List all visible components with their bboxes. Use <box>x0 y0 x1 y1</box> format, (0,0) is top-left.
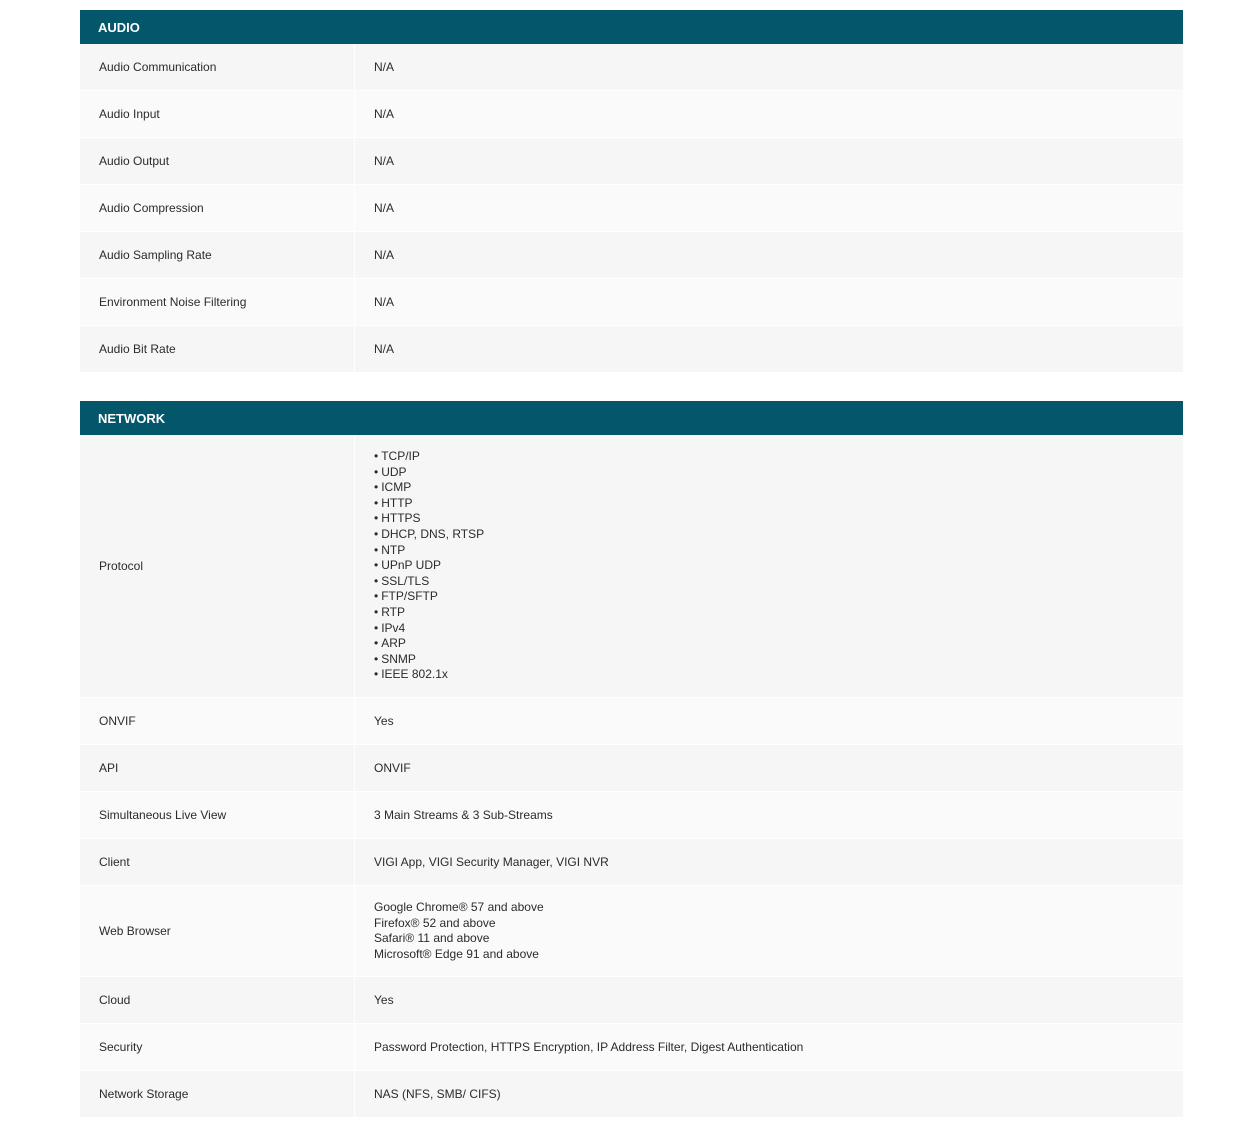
spec-value: N/A <box>374 342 395 356</box>
protocol-item: • NTP <box>374 543 484 559</box>
spec-label: Web Browser <box>80 886 355 976</box>
spec-row-audio-sampling-rate <box>80 232 1183 279</box>
spec-value <box>355 886 1183 976</box>
spec-label: Client <box>80 839 355 885</box>
spec-row-audio-compression <box>80 185 1183 232</box>
network-section <box>80 401 1183 1118</box>
spec-row-web-browser <box>80 886 1183 977</box>
spec-row-audio-bit-rate <box>80 326 1183 373</box>
spec-row-audio-input <box>80 91 1183 138</box>
protocol-item: • UPnP UDP <box>374 558 484 574</box>
spec-row-audio-communication <box>80 44 1183 91</box>
spec-value: Yes <box>374 993 394 1008</box>
spec-row-noise-filtering <box>80 279 1183 326</box>
spec-label: Protocol <box>80 435 355 697</box>
spec-label: Audio Communication <box>80 44 355 90</box>
spec-row-network-storage <box>80 1071 1183 1118</box>
protocol-item: • TCP/IP <box>374 449 484 465</box>
protocol-list <box>374 435 484 697</box>
protocol-item: • ICMP <box>374 480 484 496</box>
spec-value: VIGI App, VIGI Security Manager, VIGI NVR <box>374 854 609 869</box>
protocol-item: • IEEE 802.1x <box>374 667 484 683</box>
section-header-audio: AUDIO <box>80 10 1183 44</box>
protocol-item: • FTP/SFTP <box>374 589 484 605</box>
spec-row-security <box>80 1024 1183 1071</box>
spec-label: Audio Output <box>80 138 355 184</box>
spec-row-cloud <box>80 977 1183 1024</box>
spec-value <box>355 435 1183 697</box>
spec-value: NAS (NFS, SMB/ CIFS) <box>374 1087 501 1102</box>
protocol-item: • HTTP <box>374 496 484 512</box>
spec-row-client <box>80 839 1183 886</box>
spec-value: N/A <box>374 60 395 74</box>
protocol-item: • SNMP <box>374 652 484 668</box>
spec-row-live-view <box>80 792 1183 839</box>
spec-label: Environment Noise Filtering <box>80 279 355 325</box>
spec-value: N/A <box>374 248 395 262</box>
spec-value: N/A <box>374 107 395 121</box>
spec-value: ONVIF <box>374 760 411 775</box>
protocol-item: • HTTPS <box>374 511 484 527</box>
spec-row-audio-output <box>80 138 1183 185</box>
spec-row-onvif <box>80 698 1183 745</box>
spec-label: Network Storage <box>80 1071 355 1117</box>
browser-item: Google Chrome® 57 and above <box>374 899 544 914</box>
section-header-network: NETWORK <box>80 401 1183 435</box>
spec-label: Audio Compression <box>80 185 355 231</box>
browser-list <box>374 886 544 976</box>
spec-value: N/A <box>374 201 395 215</box>
spec-value: N/A <box>374 295 395 309</box>
network-rows <box>80 435 1183 1118</box>
protocol-item: • RTP <box>374 605 484 621</box>
protocol-item: • ARP <box>374 636 484 652</box>
protocol-item: • DHCP, DNS, RTSP <box>374 527 484 543</box>
protocol-item: • UDP <box>374 465 484 481</box>
spec-row-api <box>80 745 1183 792</box>
spec-label: Audio Input <box>80 91 355 137</box>
spec-label: Audio Bit Rate <box>80 326 355 372</box>
protocol-item: • IPv4 <box>374 621 484 637</box>
spec-table <box>80 10 1183 1146</box>
protocol-item: • SSL/TLS <box>374 574 484 590</box>
spec-label: Audio Sampling Rate <box>80 232 355 278</box>
browser-item: Safari® 11 and above <box>374 931 490 946</box>
spec-label: Simultaneous Live View <box>80 792 355 838</box>
spec-value: N/A <box>374 154 395 168</box>
browser-item: Firefox® 52 and above <box>374 915 496 930</box>
spec-label: Security <box>80 1024 355 1070</box>
spec-label: Cloud <box>80 977 355 1023</box>
browser-item: Microsoft® Edge 91 and above <box>374 946 539 961</box>
audio-section <box>80 10 1183 373</box>
spec-value: 3 Main Streams & 3 Sub-Streams <box>374 807 553 822</box>
spec-row-protocol <box>80 435 1183 698</box>
spec-value: Yes <box>374 713 394 728</box>
audio-rows <box>80 44 1183 373</box>
spec-label: ONVIF <box>80 698 355 744</box>
spec-value: Password Protection, HTTPS Encryption, IP Address Filter, Digest Authentication <box>374 1040 804 1055</box>
spec-label: API <box>80 745 355 791</box>
